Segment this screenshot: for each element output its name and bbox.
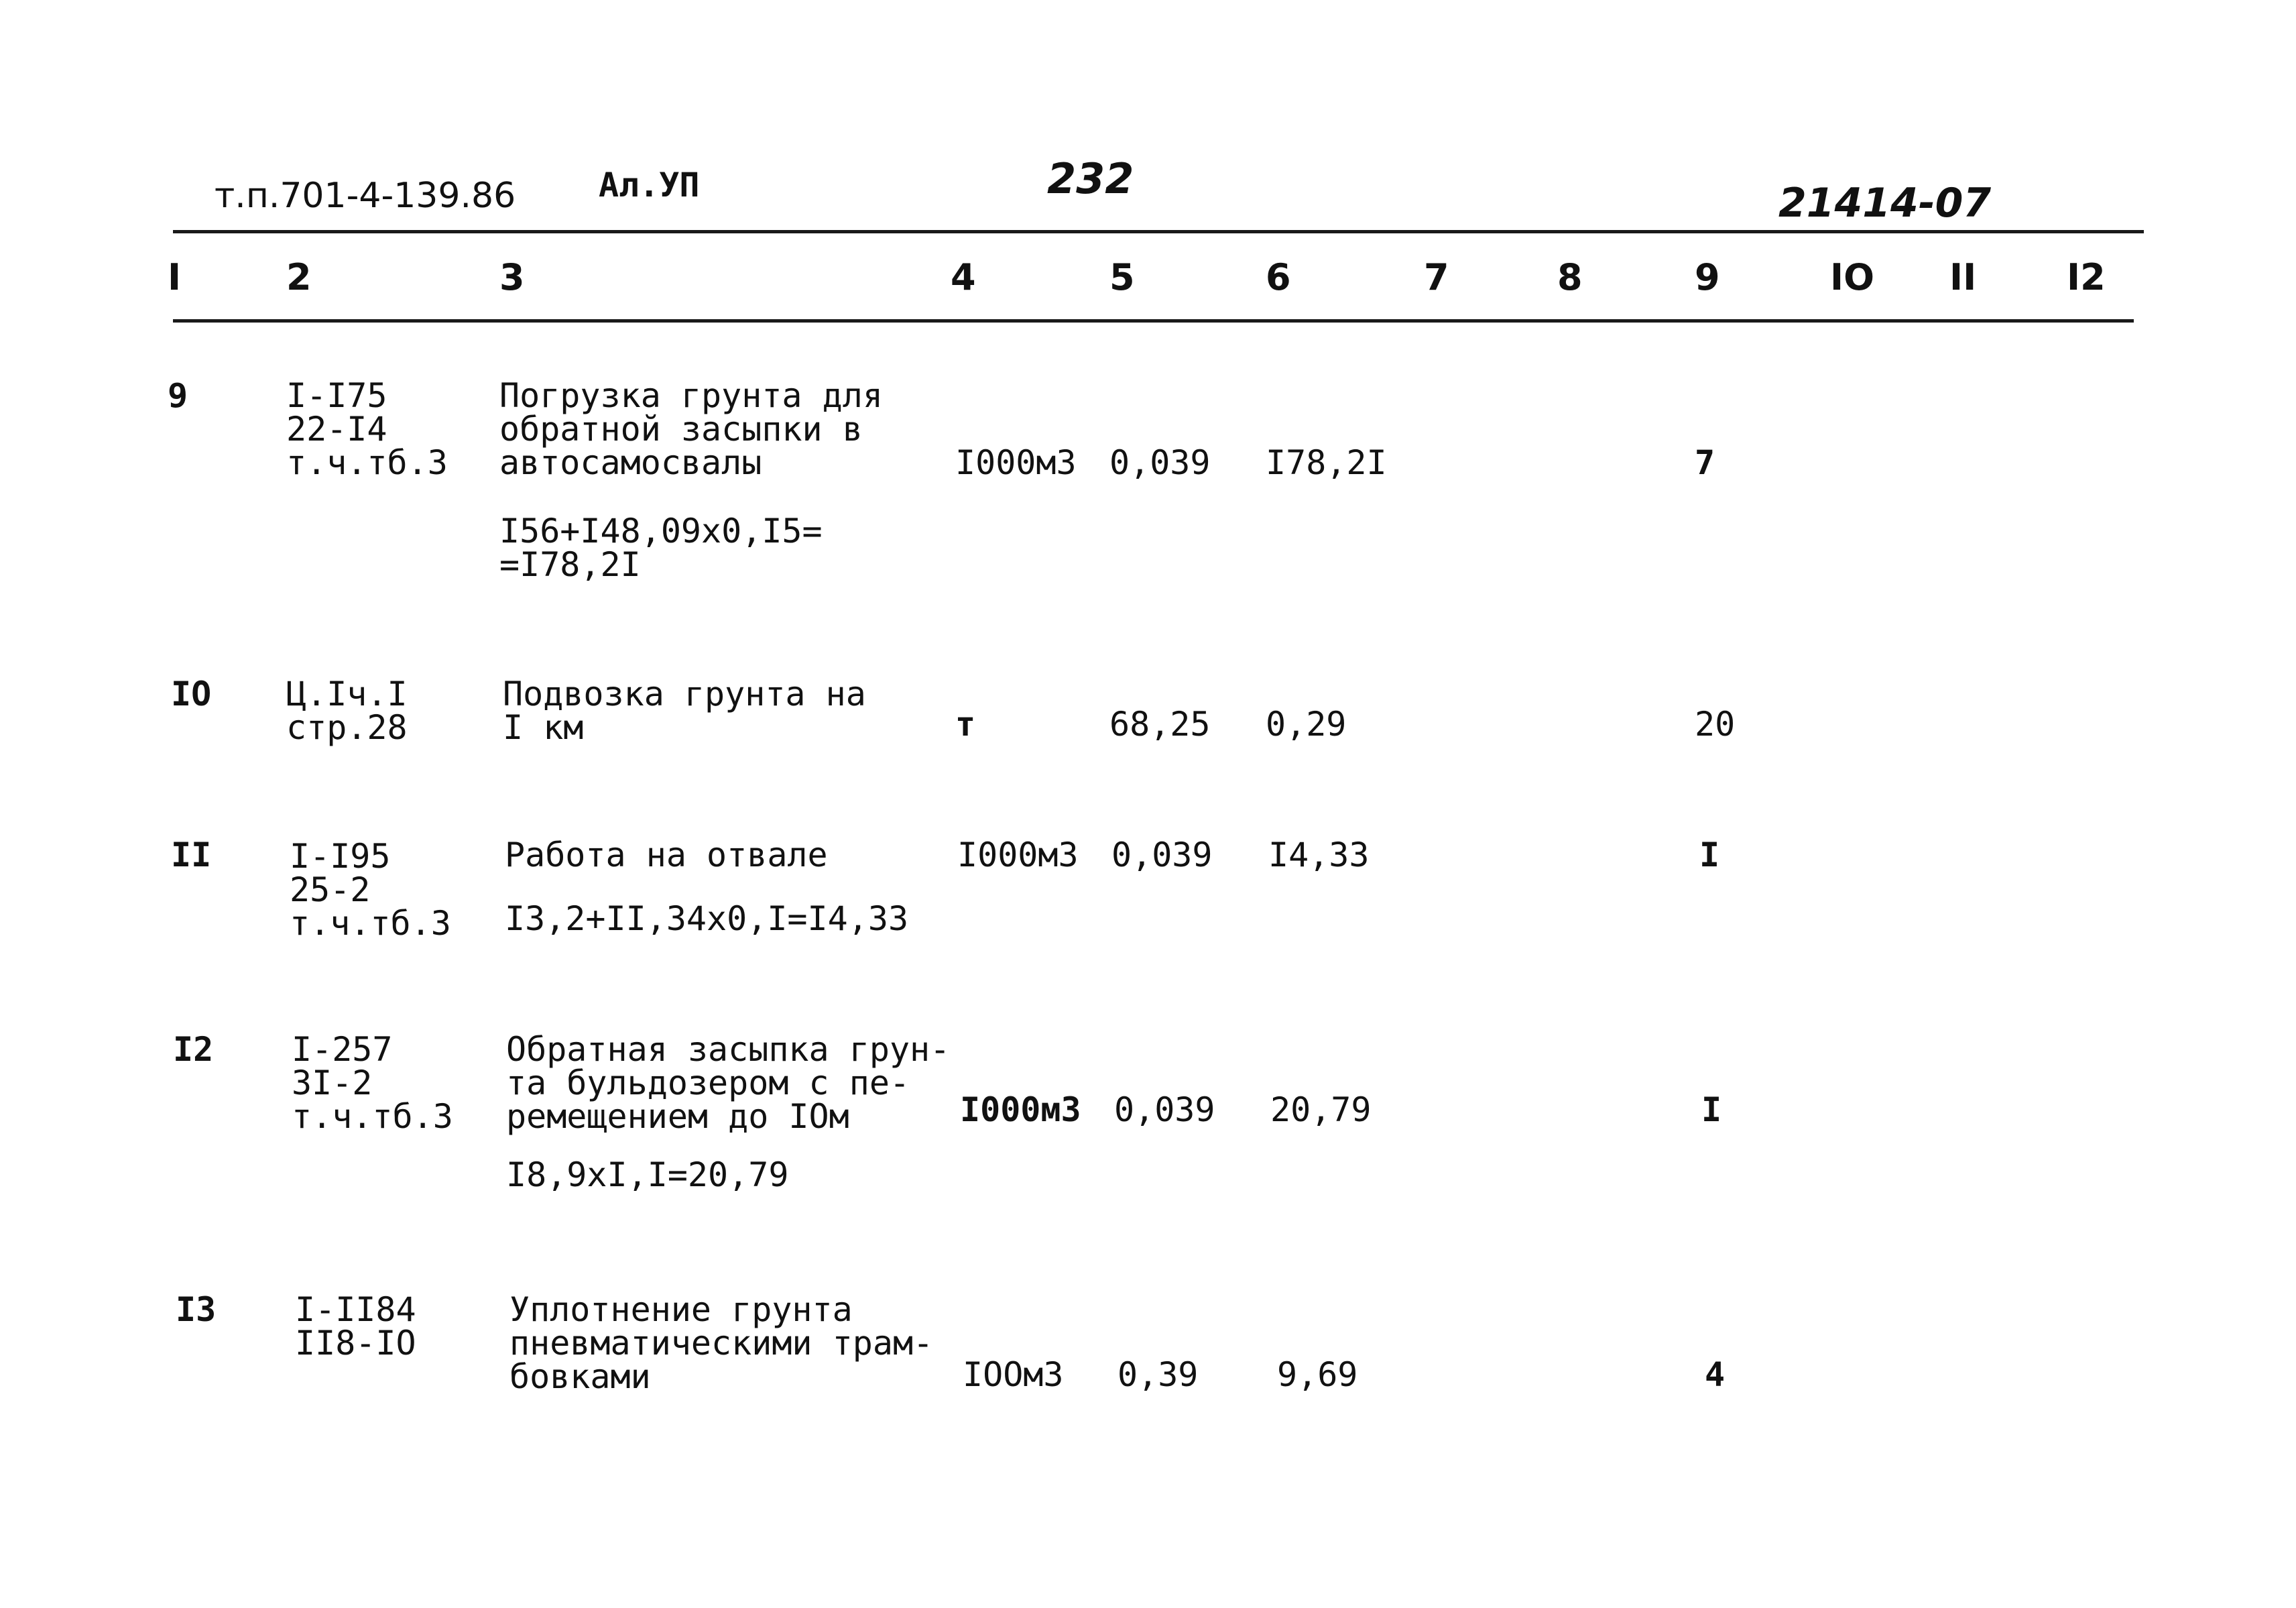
row-number: II	[171, 836, 212, 874]
column-header-3: 3	[499, 256, 525, 298]
row-col9: I	[1701, 1090, 1722, 1129]
column-header-6: 6	[1266, 256, 1291, 298]
column-header-4: 4	[951, 256, 976, 298]
row-code-line: I-II84	[295, 1290, 416, 1329]
column-header-10: IO	[1830, 256, 1874, 298]
row-price: 20,79	[1270, 1090, 1372, 1129]
row-unit: I000м3	[957, 836, 1079, 874]
row-code-line: Ц.Iч.I	[286, 675, 408, 713]
row-description	[506, 1030, 951, 1136]
column-header-7: 7	[1424, 256, 1449, 298]
row-number: IO	[171, 675, 212, 713]
column-header-5: 5	[1109, 256, 1135, 298]
row-calculation	[505, 899, 909, 938]
row-calculation-line: I8,9xI,I=20,79	[506, 1155, 789, 1194]
row-description-line: Погрузка грунта для	[499, 376, 883, 415]
row-code	[286, 376, 448, 482]
row-code-line: т.ч.тб.3	[292, 1097, 453, 1136]
row-col9: 4	[1705, 1355, 1726, 1394]
row-code	[295, 1290, 416, 1363]
row-quantity: 68,25	[1109, 705, 1211, 744]
row-unit: т	[955, 705, 976, 744]
row-quantity: 0,039	[1111, 836, 1213, 874]
row-code-line: 25-2	[290, 870, 371, 909]
row-number: I2	[173, 1030, 214, 1069]
row-quantity: 0,039	[1109, 443, 1211, 482]
row-code-line: I-257	[292, 1030, 393, 1069]
row-description-line: пневматическими трам-	[509, 1324, 934, 1363]
row-quantity: 0,039	[1114, 1090, 1215, 1129]
row-calculation	[506, 1155, 789, 1194]
row-code-line: т.ч.тб.3	[286, 443, 448, 482]
row-description-line: Обратная засыпка грун-	[506, 1030, 951, 1069]
row-code-line: т.ч.тб.3	[290, 904, 451, 943]
row-number: I3	[176, 1290, 217, 1329]
row-quantity: 0,39	[1117, 1355, 1199, 1394]
top-rule	[173, 230, 2144, 233]
row-code	[290, 837, 451, 943]
column-header-11: II	[1949, 256, 1977, 298]
row-code	[286, 675, 408, 747]
column-header-12: I2	[2067, 256, 2106, 298]
row-calculation-line: I56+I48,09x0,I5=	[499, 512, 823, 551]
row-code-line: стр.28	[286, 708, 408, 747]
project-code: т.п.701-4-139.86	[215, 176, 516, 216]
row-description-line: ремещением до IOм	[506, 1097, 849, 1136]
row-description	[505, 838, 828, 872]
row-description-line: обратной засыпки в	[499, 410, 863, 449]
row-description-line: та бульдозером с пе-	[506, 1064, 910, 1102]
row-calculation-line: =I78,2I	[499, 545, 641, 584]
row-unit: I000м3	[955, 443, 1077, 482]
row-col9: I	[1699, 836, 1720, 874]
row-calculation-line: I3,2+II,34x0,I=I4,33	[505, 899, 909, 938]
header-rule	[173, 319, 2134, 323]
row-code-line: I-I75	[286, 376, 387, 415]
row-description	[499, 376, 883, 482]
column-header-2: 2	[286, 256, 312, 298]
row-code-line: I-I95	[290, 837, 391, 876]
row-description	[503, 675, 866, 747]
row-description-line: Уплотнение грунта	[509, 1290, 853, 1329]
row-price: 9,69	[1277, 1355, 1358, 1394]
column-header-9: 9	[1695, 256, 1720, 298]
row-col9: 20	[1695, 705, 1736, 744]
row-description-line: Подвозка грунта на	[503, 675, 866, 713]
row-price: 0,29	[1266, 705, 1347, 744]
row-code-line: 22-I4	[286, 410, 387, 449]
row-col9: 7	[1695, 443, 1715, 482]
row-description-line: бовками	[509, 1357, 651, 1396]
row-number: 9	[168, 376, 188, 415]
row-description-line: Работа на отвале	[505, 836, 828, 874]
row-description-line: I км	[503, 708, 584, 747]
row-description-line: автосамосвалы	[499, 443, 762, 482]
row-code-line: 3I-2	[292, 1064, 373, 1102]
row-unit: IOOм3	[963, 1355, 1064, 1394]
page-number: 232	[1047, 154, 1134, 203]
doc-number: 21414-07	[1778, 180, 1992, 227]
album-label: Ал.УП	[599, 166, 700, 205]
row-unit: I000м3	[960, 1090, 1081, 1129]
column-header-1: I	[168, 256, 182, 298]
row-description	[509, 1290, 934, 1396]
row-price: I4,33	[1268, 836, 1370, 874]
row-code-line: II8-IO	[295, 1324, 416, 1363]
row-calculation	[499, 512, 823, 584]
column-header-8: 8	[1557, 256, 1583, 298]
row-price: I78,2I	[1266, 443, 1387, 482]
row-code	[292, 1030, 453, 1136]
